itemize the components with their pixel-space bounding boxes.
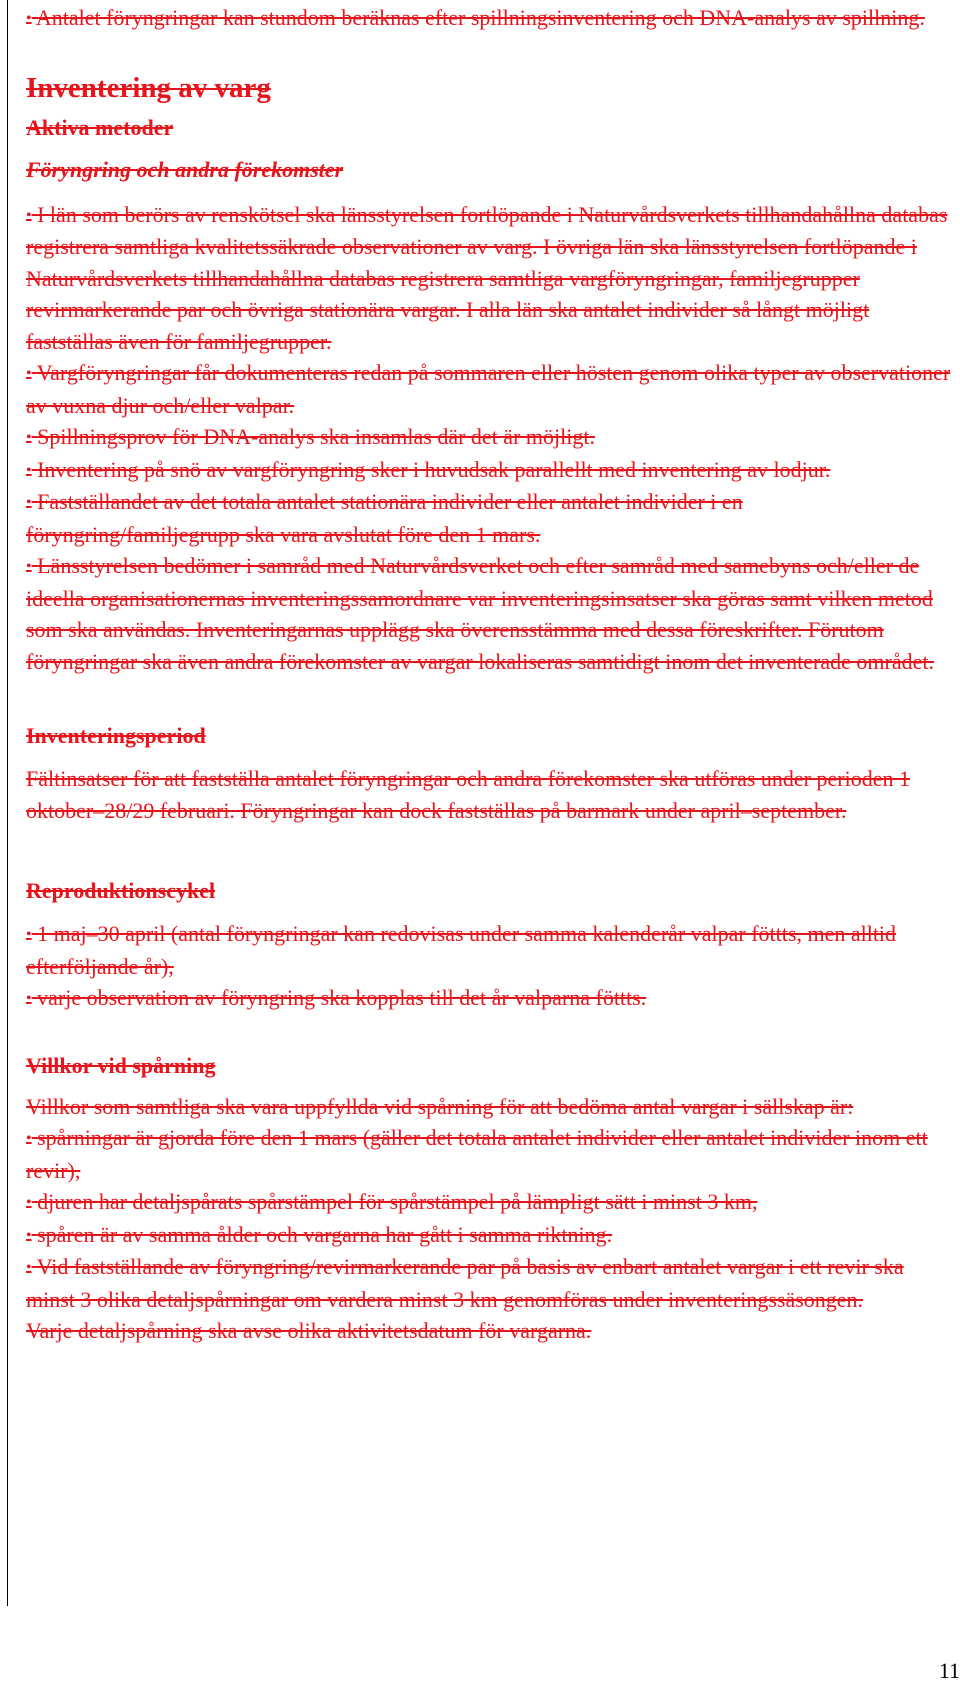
wolf-bullet-2: • Vargföryngringar får dokumenteras redan på sommaren eller hösten genom olika typer av observationer av vuxna djur och/eller valpar. (26, 360, 951, 418)
cycle-bullet-1: • 1 maj–30 april (antal föryngringar kan redovisas under samma kalenderår valpar föttts, men alltid efterföljande år), (26, 921, 897, 979)
bullet-icon: • (26, 1130, 32, 1147)
tracking-bullet-2: • djuren har detaljspårats spårstämpel för spårstämpel på lämpligt sätt i minst 3 km, (26, 1189, 758, 1214)
wolf-bullet-4: • Inventering på snö av vargföryngring sker i huvudsak parallellt med inventering av lodjur. (26, 456, 831, 482)
wolf-bullet-3: • Spillningsprov för DNA-analys ska insamlas där det är möjligt. (26, 424, 595, 449)
bullet-icon: • (26, 1259, 32, 1276)
bullet-icon: • (26, 926, 32, 943)
bullet-icon: • (26, 494, 32, 511)
bullet-icon: • (26, 990, 32, 1007)
bullet-icon: • (26, 1194, 32, 1211)
bullet-icon: • (26, 461, 32, 479)
section-title-wolf: Inventering av varg (26, 71, 271, 104)
bullet-icon: • (26, 10, 32, 27)
bullet-icon: • (26, 429, 32, 446)
bullet-icon: • (26, 206, 32, 224)
period-paragraph: Fältinsatser för att fastställa antalet föryngringar och andra förekomster ska utföras under perioden 1 oktober–28/29 februari. Föryngringar kan dock fastställas på barmark under april–september. (26, 766, 910, 823)
section-title-period: Inventeringsperiod (26, 723, 206, 748)
bullet-icon: • (26, 1226, 32, 1244)
tracking-bullet-4: • Vid fastställande av föryngring/revirmarkerande par på basis av enbart antalet vargar i ett revir ska minst 3 olika detaljspårningar om vardera minst 3 km genomföras under inventeringssäsongen. Varje detaljspårning ska avse olika aktivitetsdatum för vargarna. (26, 1254, 904, 1343)
change-bar (7, 0, 8, 1606)
tracking-bullet-3: • spåren är av samma ålder och vargarna har gått i samma riktning. (26, 1221, 613, 1247)
wolf-bullet-5: • Fastställandet av det totala antalet stationära individer eller antalet individer i en föryngring/familjegrupp ska vara avslutat före den 1 mars. (26, 489, 743, 547)
tracking-bullet-1: • spårningar är gjorda före den 1 mars (gäller det totala antalet individer eller antalet individer inom ett revir), (26, 1125, 928, 1183)
cycle-bullet-2: • varje observation av föryngring ska kopplas till det år valparna föttts. (26, 985, 647, 1010)
section-title-tracking: Villkor vid spårning (26, 1052, 216, 1078)
section-subsubtitle-reproduction: Föryngring och andra förekomster (26, 156, 344, 182)
bullet-icon: • (26, 365, 32, 382)
page-number: 11 (938, 1658, 960, 1683)
intro-paragraph: • Antalet föryngringar kan stundom beräknas efter spillningsinventering och DNA-analys av spillning. (26, 5, 925, 30)
wolf-bullet-6: • Länsstyrelsen bedömer i samråd med Naturvårdsverket och efter samråd med samebyns och/eller de ideella organisationernas inventeringssamordnare var inventeringsinsatser ska göras samt vilken metod som ska användas. Inventeringarnas upplägg ska överensstämma med dessa föreskrifter. Förutom föryngringar ska även andra förekomster av vargar lokaliseras samtidigt inom det inventerade området. (26, 553, 934, 674)
section-title-cycle: Reproduktionscykel (26, 878, 216, 903)
wolf-bullet-1: • I län som berörs av renskötsel ska länsstyrelsen fortlöpande i Naturvårdsverkets tillhandahållna databas registrera samtliga kvalitetssäkrade observationer av varg. I övriga län ska länsstyrelsen fortlöpande i Naturvårdsverkets tillhandahållna databas registrera samtliga vargföryngringar, familjegrupper revirmarkerande par och övriga stationära vargar. I alla län ska antalet individer så långt möjligt fastställas även för familjegrupper. (26, 201, 948, 354)
section-subtitle-active-methods: Aktiva metoder (26, 114, 174, 140)
bullet-icon: • (26, 558, 32, 575)
document-body (26, 0, 956, 1347)
tracking-intro: Villkor som samtliga ska vara uppfyllda vid spårning för att bedöma antal vargar i sällskap är: (26, 1093, 854, 1119)
